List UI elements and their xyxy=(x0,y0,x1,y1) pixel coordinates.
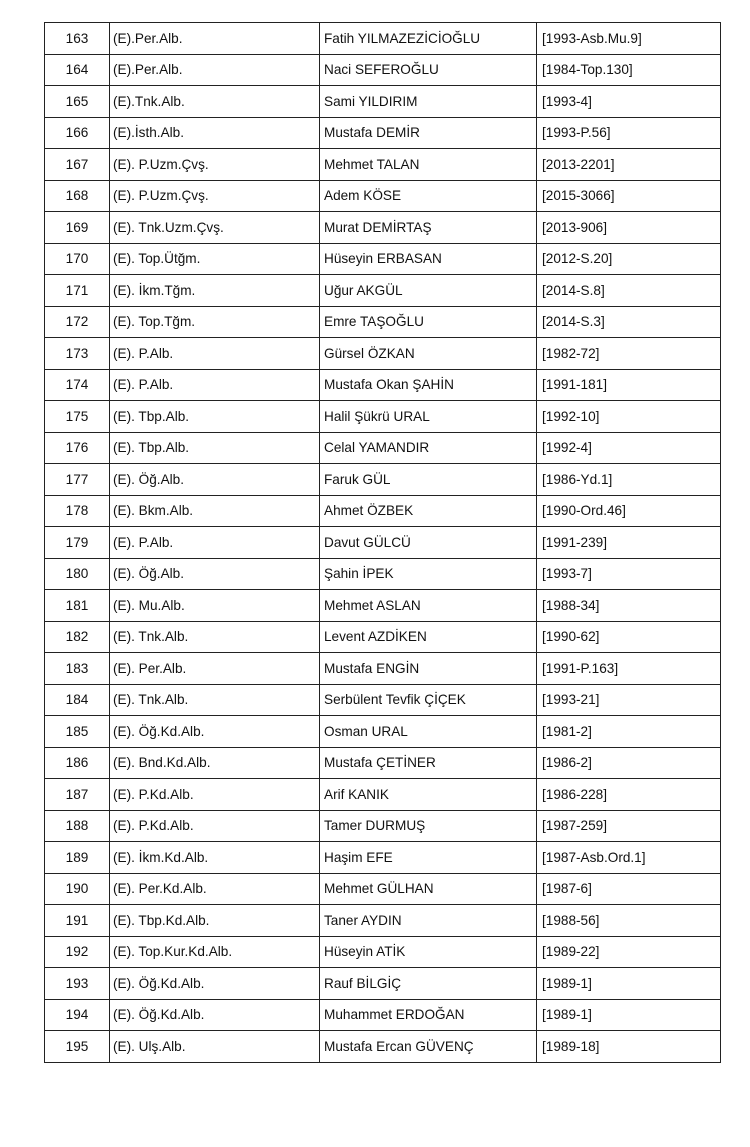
registry-code-cell: [1993-4] xyxy=(537,86,721,118)
person-name-cell: Taner AYDIN xyxy=(320,905,537,937)
rank-cell: (E). Öğ.Kd.Alb. xyxy=(110,999,320,1031)
person-name-cell: Uğur AKGÜL xyxy=(320,275,537,307)
row-number-cell: 192 xyxy=(45,936,110,968)
row-number-cell: 191 xyxy=(45,905,110,937)
row-number-cell: 178 xyxy=(45,495,110,527)
table-row xyxy=(45,810,721,842)
rank-cell: (E). İkm.Kd.Alb. xyxy=(110,842,320,874)
registry-code-cell: [1990-62] xyxy=(537,621,721,653)
registry-code-cell: [1991-181] xyxy=(537,369,721,401)
table-row xyxy=(45,747,721,779)
table-row xyxy=(45,590,721,622)
registry-code-cell: [1993-Asb.Mu.9] xyxy=(537,23,721,55)
registry-code-cell: [1991-239] xyxy=(537,527,721,559)
person-name-cell: Osman URAL xyxy=(320,716,537,748)
personnel-table-body xyxy=(45,23,721,1063)
person-name-cell: Tamer DURMUŞ xyxy=(320,810,537,842)
person-name-cell: Naci SEFEROĞLU xyxy=(320,54,537,86)
table-row xyxy=(45,275,721,307)
rank-cell: (E). P.Alb. xyxy=(110,369,320,401)
table-row xyxy=(45,23,721,55)
rank-cell: (E). Top.Kur.Kd.Alb. xyxy=(110,936,320,968)
person-name-cell: Mustafa ENGİN xyxy=(320,653,537,685)
registry-code-cell: [1988-56] xyxy=(537,905,721,937)
row-number-cell: 173 xyxy=(45,338,110,370)
row-number-cell: 179 xyxy=(45,527,110,559)
registry-code-cell: [1982-72] xyxy=(537,338,721,370)
table-row xyxy=(45,968,721,1000)
person-name-cell: Celal YAMANDIR xyxy=(320,432,537,464)
row-number-cell: 168 xyxy=(45,180,110,212)
rank-cell: (E). Top.Ütğm. xyxy=(110,243,320,275)
person-name-cell: Şahin İPEK xyxy=(320,558,537,590)
table-row xyxy=(45,464,721,496)
rank-cell: (E). P.Uzm.Çvş. xyxy=(110,180,320,212)
table-row xyxy=(45,1031,721,1063)
registry-code-cell: [1986-2] xyxy=(537,747,721,779)
row-number-cell: 180 xyxy=(45,558,110,590)
table-row xyxy=(45,149,721,181)
person-name-cell: Gürsel ÖZKAN xyxy=(320,338,537,370)
person-name-cell: Mehmet TALAN xyxy=(320,149,537,181)
rank-cell: (E). Öğ.Kd.Alb. xyxy=(110,716,320,748)
table-row xyxy=(45,621,721,653)
rank-cell: (E).Tnk.Alb. xyxy=(110,86,320,118)
registry-code-cell: [2015-3066] xyxy=(537,180,721,212)
row-number-cell: 165 xyxy=(45,86,110,118)
rank-cell: (E). Ulş.Alb. xyxy=(110,1031,320,1063)
row-number-cell: 171 xyxy=(45,275,110,307)
registry-code-cell: [1992-10] xyxy=(537,401,721,433)
row-number-cell: 184 xyxy=(45,684,110,716)
row-number-cell: 181 xyxy=(45,590,110,622)
registry-code-cell: [1993-21] xyxy=(537,684,721,716)
registry-code-cell: [2012-S.20] xyxy=(537,243,721,275)
registry-code-cell: [1988-34] xyxy=(537,590,721,622)
row-number-cell: 193 xyxy=(45,968,110,1000)
rank-cell: (E).İsth.Alb. xyxy=(110,117,320,149)
rank-cell: (E). P.Kd.Alb. xyxy=(110,779,320,811)
person-name-cell: Hüseyin ERBASAN xyxy=(320,243,537,275)
row-number-cell: 185 xyxy=(45,716,110,748)
rank-cell: (E). Öğ.Alb. xyxy=(110,464,320,496)
registry-code-cell: [1989-1] xyxy=(537,968,721,1000)
row-number-cell: 190 xyxy=(45,873,110,905)
rank-cell: (E). Öğ.Alb. xyxy=(110,558,320,590)
table-row xyxy=(45,432,721,464)
row-number-cell: 186 xyxy=(45,747,110,779)
person-name-cell: Davut GÜLCÜ xyxy=(320,527,537,559)
registry-code-cell: [1987-6] xyxy=(537,873,721,905)
rank-cell: (E). Tnk.Uzm.Çvş. xyxy=(110,212,320,244)
table-row xyxy=(45,54,721,86)
person-name-cell: Adem KÖSE xyxy=(320,180,537,212)
rank-cell: (E). P.Kd.Alb. xyxy=(110,810,320,842)
person-name-cell: Sami YILDIRIM xyxy=(320,86,537,118)
row-number-cell: 183 xyxy=(45,653,110,685)
table-row xyxy=(45,369,721,401)
table-row xyxy=(45,558,721,590)
row-number-cell: 176 xyxy=(45,432,110,464)
table-row xyxy=(45,86,721,118)
table-row xyxy=(45,180,721,212)
row-number-cell: 194 xyxy=(45,999,110,1031)
rank-cell: (E). P.Uzm.Çvş. xyxy=(110,149,320,181)
rank-cell: (E). Tnk.Alb. xyxy=(110,684,320,716)
rank-cell: (E). Top.Tğm. xyxy=(110,306,320,338)
rank-cell: (E). Öğ.Kd.Alb. xyxy=(110,968,320,1000)
person-name-cell: Levent AZDİKEN xyxy=(320,621,537,653)
registry-code-cell: [2014-S.3] xyxy=(537,306,721,338)
table-row xyxy=(45,684,721,716)
row-number-cell: 166 xyxy=(45,117,110,149)
rank-cell: (E). Tbp.Alb. xyxy=(110,432,320,464)
person-name-cell: Arif KANIK xyxy=(320,779,537,811)
rank-cell: (E).Per.Alb. xyxy=(110,23,320,55)
person-name-cell: Haşim EFE xyxy=(320,842,537,874)
registry-code-cell: [1989-18] xyxy=(537,1031,721,1063)
person-name-cell: Mustafa ÇETİNER xyxy=(320,747,537,779)
table-row xyxy=(45,117,721,149)
rank-cell: (E). Bkm.Alb. xyxy=(110,495,320,527)
row-number-cell: 163 xyxy=(45,23,110,55)
registry-code-cell: [1981-2] xyxy=(537,716,721,748)
rank-cell: (E). İkm.Tğm. xyxy=(110,275,320,307)
person-name-cell: Mustafa DEMİR xyxy=(320,117,537,149)
row-number-cell: 189 xyxy=(45,842,110,874)
table-row xyxy=(45,653,721,685)
rank-cell: (E). Per.Kd.Alb. xyxy=(110,873,320,905)
person-name-cell: Mustafa Okan ŞAHİN xyxy=(320,369,537,401)
row-number-cell: 172 xyxy=(45,306,110,338)
rank-cell: (E). Per.Alb. xyxy=(110,653,320,685)
table-row xyxy=(45,338,721,370)
person-name-cell: Mustafa Ercan GÜVENÇ xyxy=(320,1031,537,1063)
registry-code-cell: [2013-906] xyxy=(537,212,721,244)
table-row xyxy=(45,873,721,905)
row-number-cell: 177 xyxy=(45,464,110,496)
registry-code-cell: [1989-22] xyxy=(537,936,721,968)
person-name-cell: Muhammet ERDOĞAN xyxy=(320,999,537,1031)
table-row xyxy=(45,936,721,968)
row-number-cell: 195 xyxy=(45,1031,110,1063)
row-number-cell: 182 xyxy=(45,621,110,653)
row-number-cell: 169 xyxy=(45,212,110,244)
registry-code-cell: [1993-P.56] xyxy=(537,117,721,149)
table-row xyxy=(45,905,721,937)
registry-code-cell: [1986-228] xyxy=(537,779,721,811)
registry-code-cell: [1986-Yd.1] xyxy=(537,464,721,496)
person-name-cell: Rauf BİLGİÇ xyxy=(320,968,537,1000)
rank-cell: (E). P.Alb. xyxy=(110,527,320,559)
rank-cell: (E). P.Alb. xyxy=(110,338,320,370)
table-row xyxy=(45,306,721,338)
rank-cell: (E).Per.Alb. xyxy=(110,54,320,86)
table-row xyxy=(45,495,721,527)
row-number-cell: 167 xyxy=(45,149,110,181)
person-name-cell: Emre TAŞOĞLU xyxy=(320,306,537,338)
registry-code-cell: [1990-Ord.46] xyxy=(537,495,721,527)
row-number-cell: 174 xyxy=(45,369,110,401)
registry-code-cell: [2014-S.8] xyxy=(537,275,721,307)
person-name-cell: Hüseyin ATİK xyxy=(320,936,537,968)
personnel-table xyxy=(44,22,721,1063)
table-row xyxy=(45,527,721,559)
table-row xyxy=(45,716,721,748)
person-name-cell: Fatih YILMAZEZİCİOĞLU xyxy=(320,23,537,55)
registry-code-cell: [1993-7] xyxy=(537,558,721,590)
person-name-cell: Ahmet ÖZBEK xyxy=(320,495,537,527)
rank-cell: (E). Tbp.Alb. xyxy=(110,401,320,433)
registry-code-cell: [1987-Asb.Ord.1] xyxy=(537,842,721,874)
table-row xyxy=(45,243,721,275)
table-row xyxy=(45,401,721,433)
row-number-cell: 187 xyxy=(45,779,110,811)
person-name-cell: Serbülent Tevfik ÇİÇEK xyxy=(320,684,537,716)
table-row xyxy=(45,779,721,811)
row-number-cell: 175 xyxy=(45,401,110,433)
row-number-cell: 188 xyxy=(45,810,110,842)
registry-code-cell: [1984-Top.130] xyxy=(537,54,721,86)
rank-cell: (E). Tnk.Alb. xyxy=(110,621,320,653)
person-name-cell: Mehmet GÜLHAN xyxy=(320,873,537,905)
person-name-cell: Halil Şükrü URAL xyxy=(320,401,537,433)
rank-cell: (E). Mu.Alb. xyxy=(110,590,320,622)
rank-cell: (E). Tbp.Kd.Alb. xyxy=(110,905,320,937)
row-number-cell: 164 xyxy=(45,54,110,86)
row-number-cell: 170 xyxy=(45,243,110,275)
registry-code-cell: [2013-2201] xyxy=(537,149,721,181)
registry-code-cell: [1992-4] xyxy=(537,432,721,464)
table-row xyxy=(45,212,721,244)
table-row xyxy=(45,999,721,1031)
registry-code-cell: [1991-P.163] xyxy=(537,653,721,685)
person-name-cell: Murat DEMİRTAŞ xyxy=(320,212,537,244)
table-row xyxy=(45,842,721,874)
person-name-cell: Mehmet ASLAN xyxy=(320,590,537,622)
registry-code-cell: [1987-259] xyxy=(537,810,721,842)
rank-cell: (E). Bnd.Kd.Alb. xyxy=(110,747,320,779)
person-name-cell: Faruk GÜL xyxy=(320,464,537,496)
registry-code-cell: [1989-1] xyxy=(537,999,721,1031)
